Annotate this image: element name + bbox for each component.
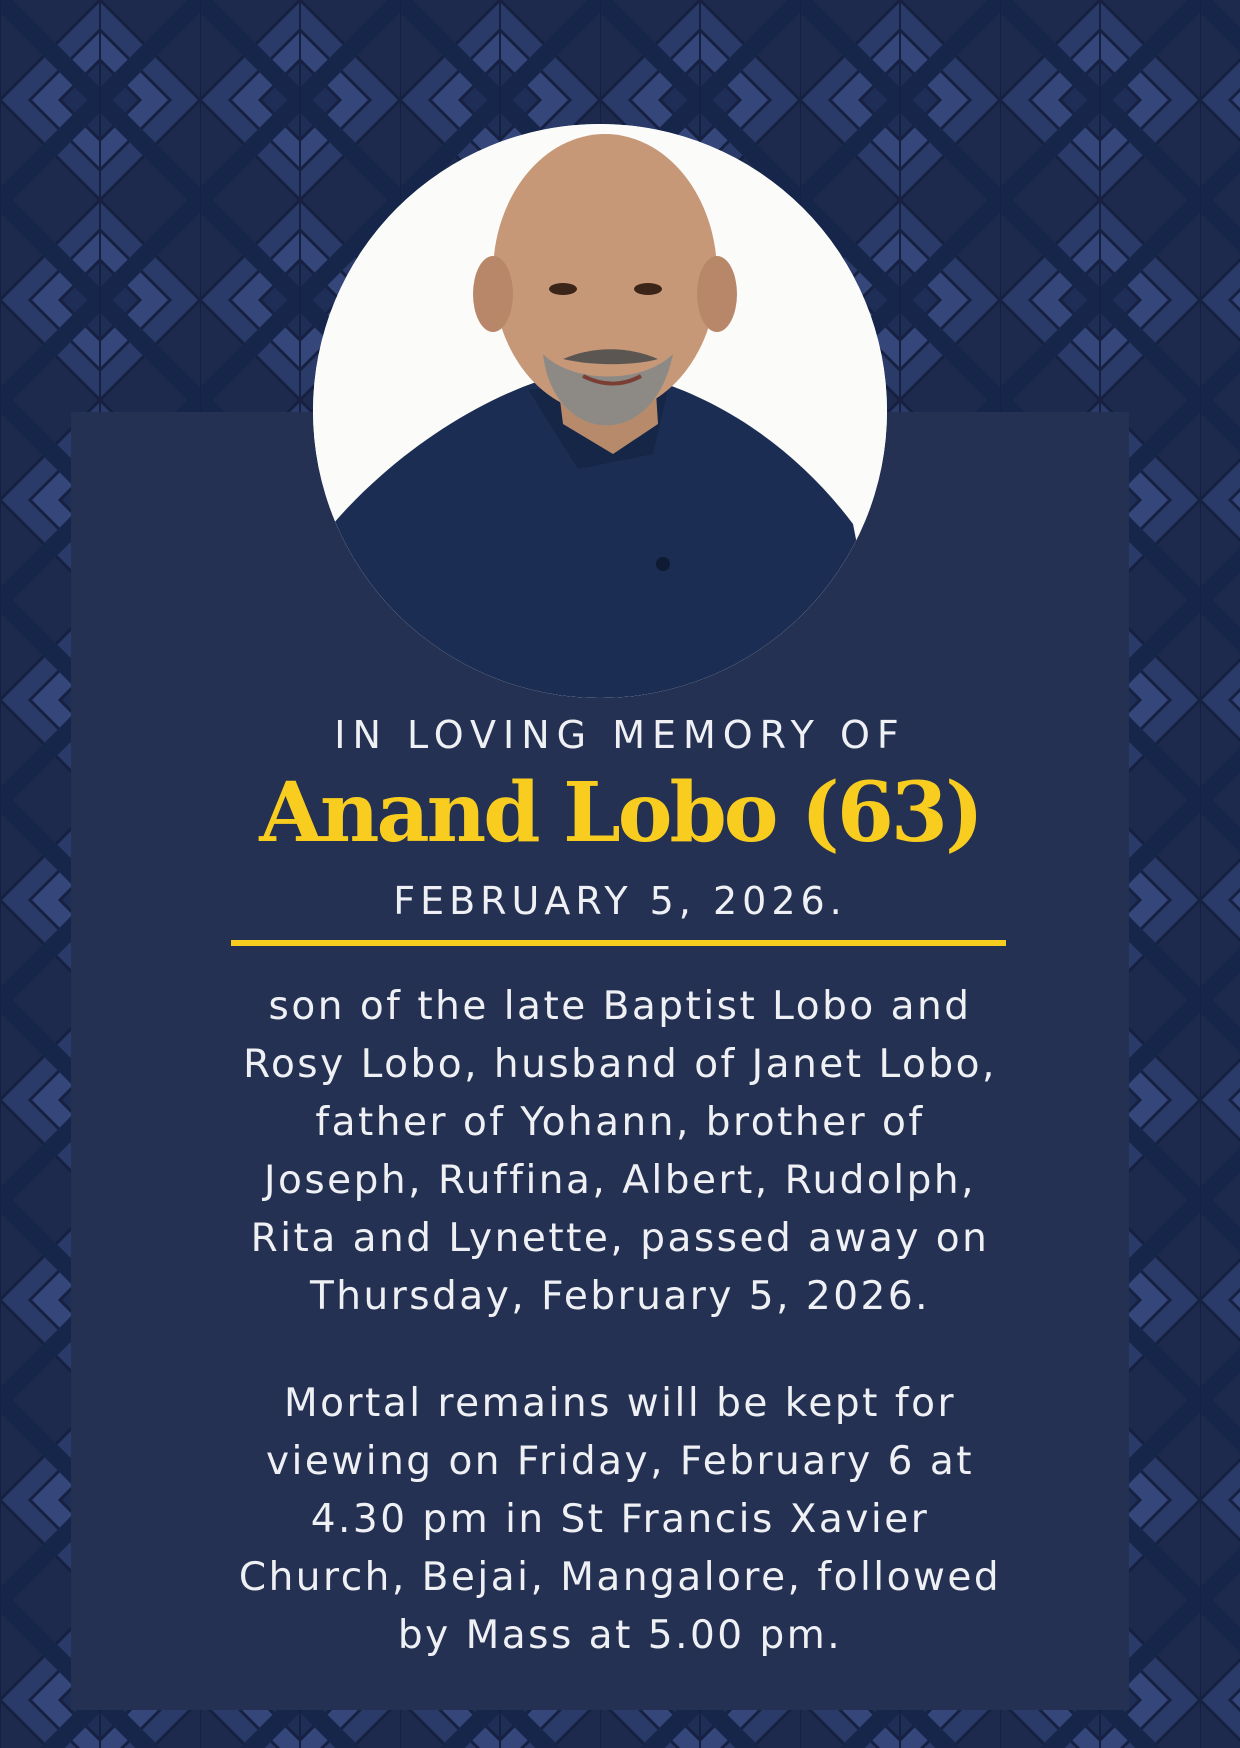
text-line: 4.30 pm in St Francis Xavier: [310, 1497, 930, 1542]
date-of-passing: FEBRUARY 5, 2026.: [393, 879, 847, 923]
text-line: Rosy Lobo, husband of Janet Lobo,: [243, 1042, 997, 1087]
text-line: Church, Bejai, Mangalore, followed: [238, 1555, 1002, 1600]
text-line: Rita and Lynette, passed away on: [250, 1216, 990, 1261]
deceased-name: Anand Lobo (63): [259, 765, 981, 861]
text-line: Joseph, Ruffina, Albert, Rudolph,: [264, 1158, 976, 1203]
text-line: son of the late Baptist Lobo and: [268, 984, 972, 1029]
obituary-paragraph-family: [196, 978, 1044, 1326]
text-line: Mortal remains will be kept for: [283, 1381, 956, 1426]
divider-line: [231, 940, 1006, 946]
text-line: father of Yohann, brother of: [315, 1100, 925, 1145]
obituary-paragraph-service: [196, 1375, 1044, 1665]
text-line: Thursday, February 5, 2026.: [309, 1274, 931, 1319]
memorial-subtitle: IN LOVING MEMORY OF: [334, 713, 906, 757]
text-line: viewing on Friday, February 6 at: [265, 1439, 975, 1484]
text-line: by Mass at 5.00 pm.: [397, 1613, 843, 1658]
portrait-photo: [313, 124, 887, 698]
